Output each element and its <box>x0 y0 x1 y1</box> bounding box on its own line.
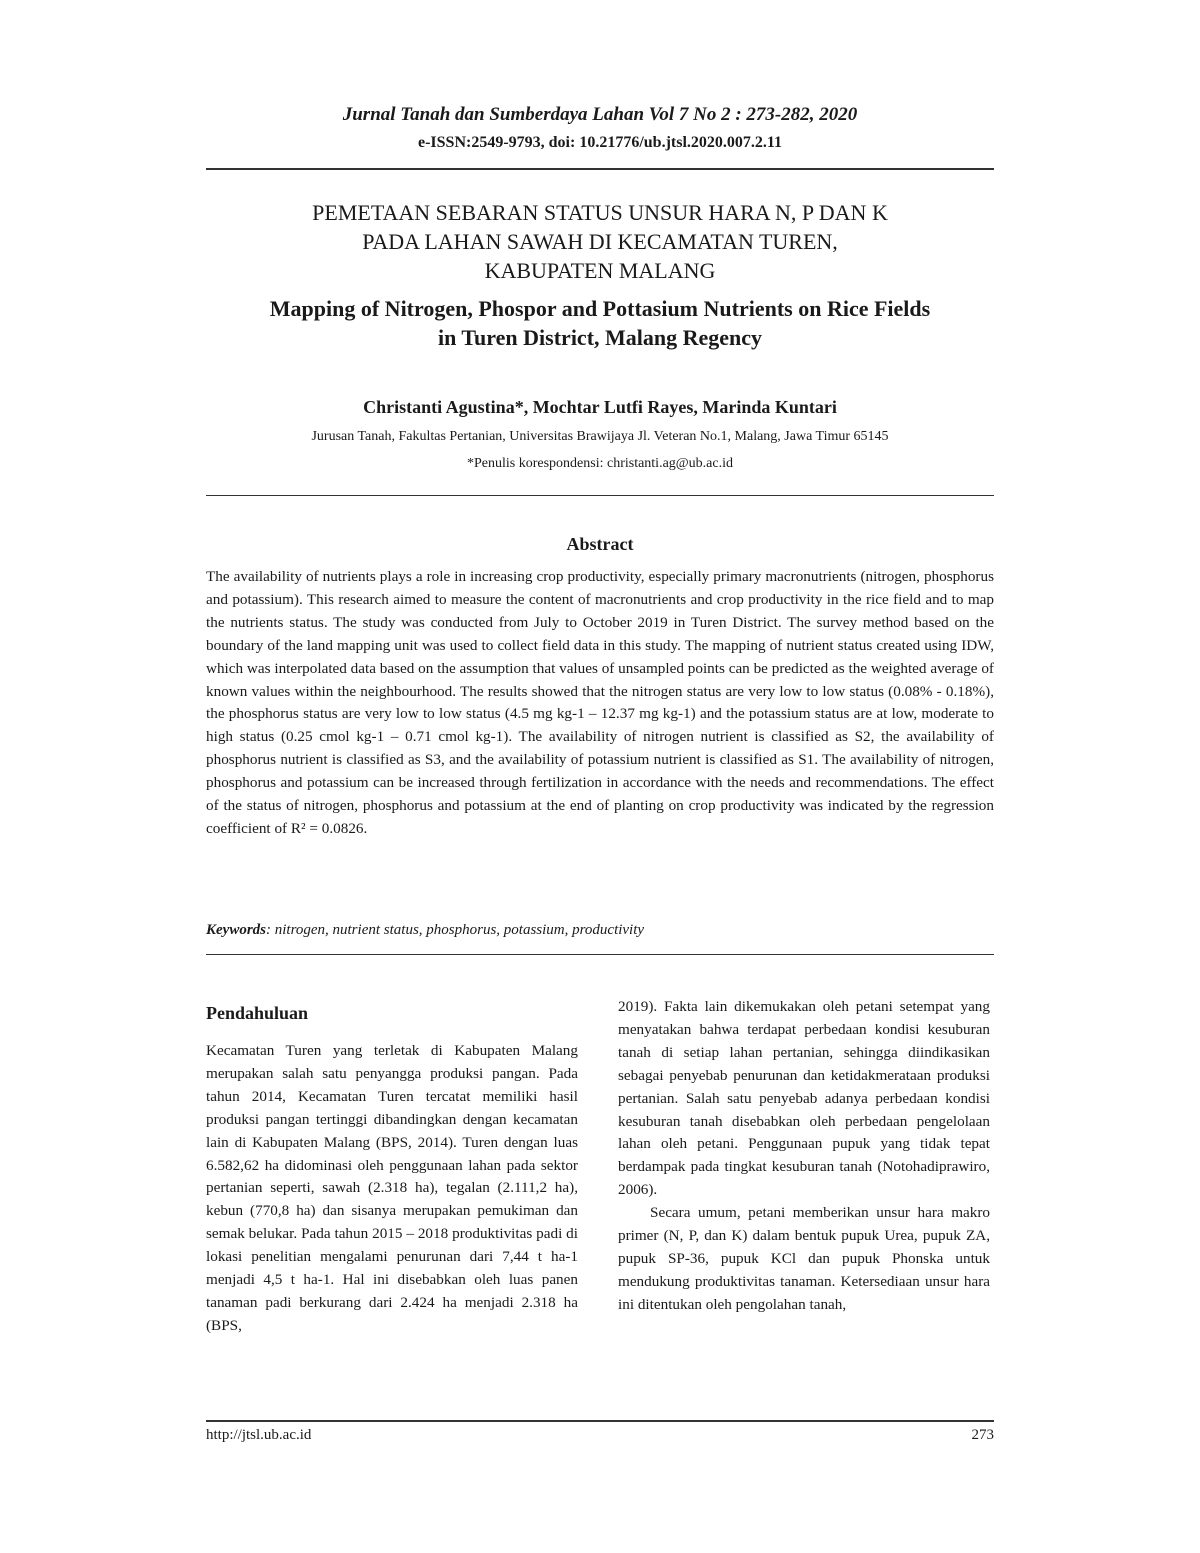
paper-page <box>206 0 994 1553</box>
footer-divider <box>206 1420 994 1422</box>
title-english-line: Mapping of Nitrogen, Phospor and Pottasium Nutrients on Rice Fields <box>269 296 931 321</box>
title-english-line: in Turen District, Malang Regency <box>437 325 763 350</box>
abstract-top-divider <box>206 495 994 496</box>
abstract-bottom-divider <box>206 954 994 955</box>
abstract-heading: Abstract <box>566 534 634 554</box>
footer-url[interactable]: http://jtsl.ub.ac.id <box>206 1427 312 1443</box>
body-paragraph: Kecamatan Turen yang terletak di Kabupaten Malang merupakan salah satu penyangga produksi pangan. Pada tahun 2014, Kecamatan Turen tercatat memiliki hasil produksi pangan tertinggi dibandingkan dengan kecamatan lain di Kabupaten Malang (BPS, 2014). Turen dengan luas 6.582,62 ha didominasi oleh penggunaan lahan pada sektor pertanian seperti, sawah (2.318 ha), tegalan (2.111,2 ha), kebun (770,8 ha) dan sisanya merupakan pemukiman dan semak belukar. Pada tahun 2015 – 2018 produktivitas padi di lokasi penelitian mengalami penurunan dari 7,44 t ha-1 menjadi 4,5 t ha-1. Hal ini disebabkan oleh luas panen tanaman padi berkurang dari 2.424 ha menjadi 2.318 ha (BPS, <box>206 1042 578 1334</box>
title-indonesian-line: KABUPATEN MALANG <box>484 258 716 283</box>
author-list: Christanti Agustina*, Mochtar Lutfi Rayes, Marinda Kuntari <box>363 397 837 417</box>
header-divider <box>206 168 994 170</box>
page-number: 273 <box>971 1427 994 1443</box>
body-paragraph: 2019). Fakta lain dikemukakan oleh petani setempat yang menyatakan bahwa terdapat perbedaan kondisi kesuburan tanah di setiap lahan pertanian, sehingga diindikasikan sebagai penyebab penurunan dan ketidakmerataan produksi pertanian. Salah satu penyebab adanya perbedaan kondisi kesuburan tanah disebabkan oleh perbedaan pengelolaan lahan oleh petani. Penggunaan pupuk yang tidak tepat berdampak pada tingkat kesuburan tanah (Notohadiprawiro, 2006). <box>618 998 990 1199</box>
right-column <box>618 996 990 1317</box>
title-indonesian-line: PEMETAAN SEBARAN STATUS UNSUR HARA N, P DAN K <box>312 200 888 225</box>
keywords <box>206 922 994 939</box>
journal-name: Jurnal Tanah dan Sumberdaya Lahan Vol 7 No 2 : 273-282, 2020 <box>342 104 858 125</box>
corresponding-author: *Penulis korespondensi: christanti.ag@ub.ac.id <box>466 456 733 471</box>
issn-doi: e-ISSN:2549-9793, doi: 10.21776/ub.jtsl.2020.007.2.11 <box>417 134 783 151</box>
left-column <box>206 1000 578 1338</box>
title-indonesian <box>206 198 994 285</box>
keywords-label: Keywords <box>206 922 266 938</box>
title-english <box>206 294 994 352</box>
affiliation: Jurusan Tanah, Fakultas Pertanian, Universitas Brawijaya Jl. Veteran No.1, Malang, Jawa Timur 65145 <box>311 429 889 444</box>
title-indonesian-line: PADA LAHAN SAWAH DI KECAMATAN TUREN, <box>362 229 838 254</box>
keywords-list: : nitrogen, nutrient status, phosphorus, potassium, productivity <box>266 922 645 938</box>
body-paragraph: Secara umum, petani memberikan unsur hara makro primer (N, P, dan K) dalam bentuk pupuk Urea, pupuk ZA, pupuk SP-36, pupuk KCl dan pupuk Phonska untuk mendukung produktivitas tanaman. Ketersediaan unsur hara ini ditentukan oleh pengolahan tanah, <box>618 1204 990 1313</box>
section-heading: Pendahuluan <box>206 1003 309 1023</box>
abstract-text: The availability of nutrients plays a role in increasing crop productivity, especially primary macronutrients (nitrogen, phosphorus and potassium). This research aimed to measure the content of macronutrients and crop productivity in the rice field and to map the nutrients status. The study was conducted from July to October 2019 in Turen District. The survey method based on the boundary of the land mapping unit was used to collect field data in this study. The mapping of nutrient status created using IDW, which was interpolated data based on the assumption that values of unsampled points can be predicted as the weighted average of known values within the neighbourhood. The results showed that the nitrogen status are very low to low status (0.08% - 0.18%), the phosphorus status are very low to low status (4.5 mg kg-1 – 12.37 mg kg-1) and the potassium status are at low, moderate to high status (0.25 cmol kg-1 – 0.71 cmol kg-1). The availability of nitrogen nutrient is classified as S2, the availability of phosphorus nutrient is classified as S3, and the availability of potassium nutrient is classified as S1. The availability of nitrogen, phosphorus and potassium can be increased through fertilization in accordance with the needs and recommendations. The effect of the status of nitrogen, phosphorus and potassium at the end of planting on crop productivity was indicated by the regression coefficient of R² = 0.0826. <box>206 568 994 837</box>
